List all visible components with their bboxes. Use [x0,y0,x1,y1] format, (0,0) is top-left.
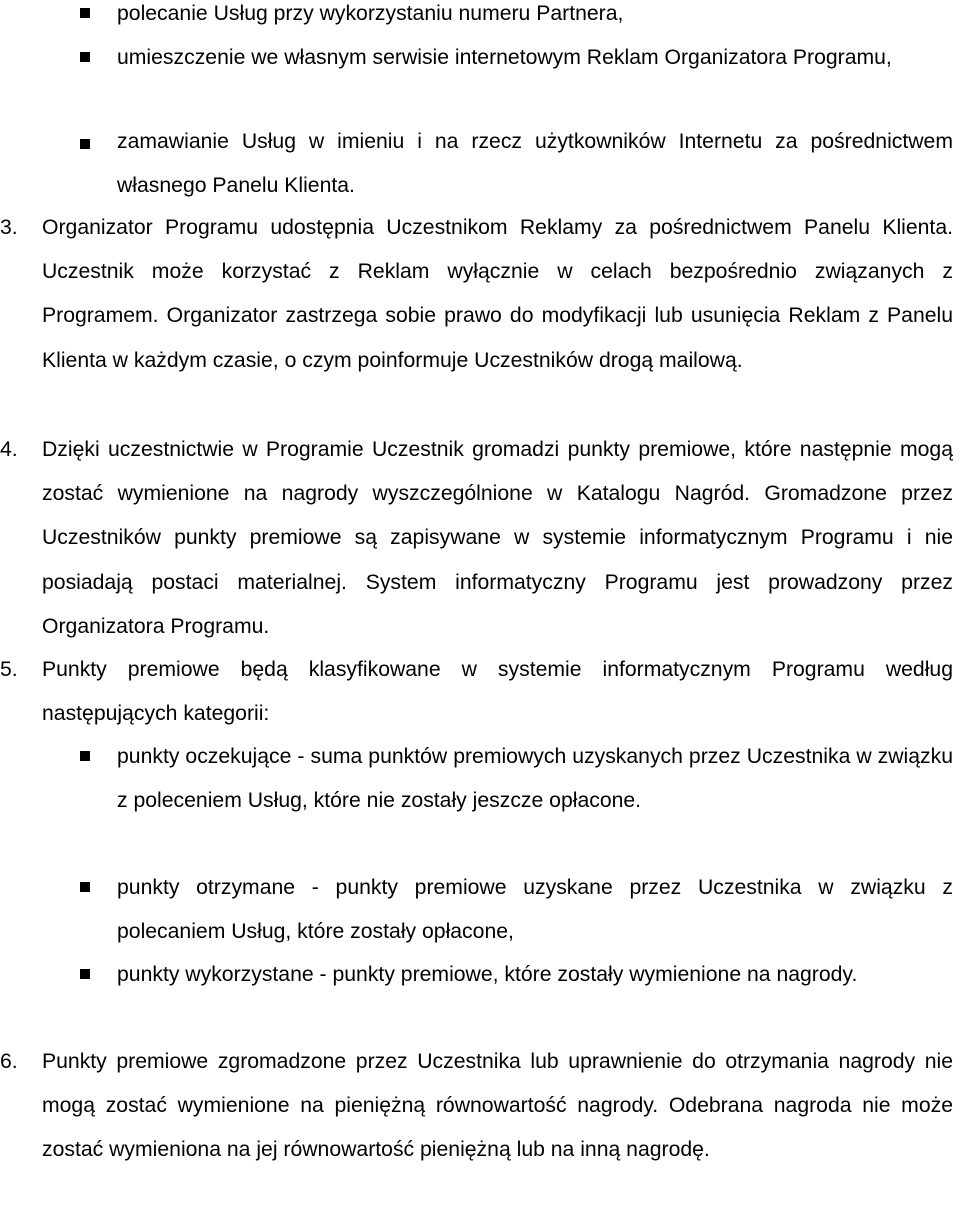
numbered-paragraph [0,428,953,649]
bullet-square-icon [80,8,90,18]
list-item [117,953,953,997]
list-item [117,120,953,208]
list-item [117,735,953,823]
numbered-paragraph [0,206,953,383]
bullet-square-icon [80,969,90,979]
numbered-paragraph [0,648,953,736]
list-item [117,0,953,36]
paragraph-text: Organizator Programu udostępnia Uczestnikom Reklamy za pośrednictwem Panelu Klienta. Uczestnik może korzystać z Reklam wyłącznie w celach bezpośrednio związanych z Programem. Organizator zastrzega sobie prawo do modyfikacji lub usunięcia Reklam z Panelu Klienta w każdym czasie, o czym poinformuje Uczestników drogą mailową. [42,216,953,372]
list-item-text: punkty wykorzystane - punkty premiowe, które zostały wymienione na nagrody. [117,963,858,986]
list-item [117,866,953,954]
paragraph-text: Punkty premiowe zgromadzone przez Uczestnika lub uprawnienie do otrzymania nagrody nie mogą zostać wymienione na pieniężną równowartość nagrody. Odebrana nagroda nie może zostać wymieniona na jej równowartość pieniężną lub na inną nagrodę. [42,1050,953,1162]
bullet-square-icon [80,52,90,62]
paragraph-number: 3. [0,216,18,239]
paragraph-text: Dzięki uczestnictwie w Programie Uczestnik gromadzi punkty premiowe, które następnie mogą zostać wymienione na nagrody wyszczególnione w Katalogu Nagród. Gromadzone przez Uczestników punkty premiowe są zapisywane w systemie informatycznym Programu i nie posiadają postaci materialnej. System informatyczny Programu jest prowadzony przez Organizatora Programu. [42,438,953,638]
paragraph-text: Punkty premiowe będą klasyfikowane w systemie informatycznym Programu według następujących kategorii: [42,658,953,726]
list-item [117,36,953,80]
bullet-square-icon [80,751,90,761]
bullet-square-icon [80,139,90,149]
numbered-paragraph [0,1040,953,1173]
paragraph-number: 4. [0,438,18,461]
list-item-text: umieszczenie we własnym serwisie internetowym Reklam Organizatora Programu, [117,46,892,69]
list-item-text: zamawianie Usług w imieniu i na rzecz użytkowników Internetu za pośrednictwem własnego Panelu Klienta. [117,130,953,198]
list-item-text: polecanie Usług przy wykorzystaniu numeru Partnera, [117,2,624,25]
list-item-text: punkty oczekujące - suma punktów premiowych uzyskanych przez Uczestnika w związku z poleceniem Usług, które nie zostały jeszcze opłacone. [117,745,953,813]
paragraph-number: 6. [0,1050,18,1073]
bullet-square-icon [80,882,90,892]
paragraph-number: 5. [0,658,18,681]
list-item-text: punkty otrzymane - punkty premiowe uzyskane przez Uczestnika w związku z polecaniem Usług, które zostały opłacone, [117,876,953,944]
